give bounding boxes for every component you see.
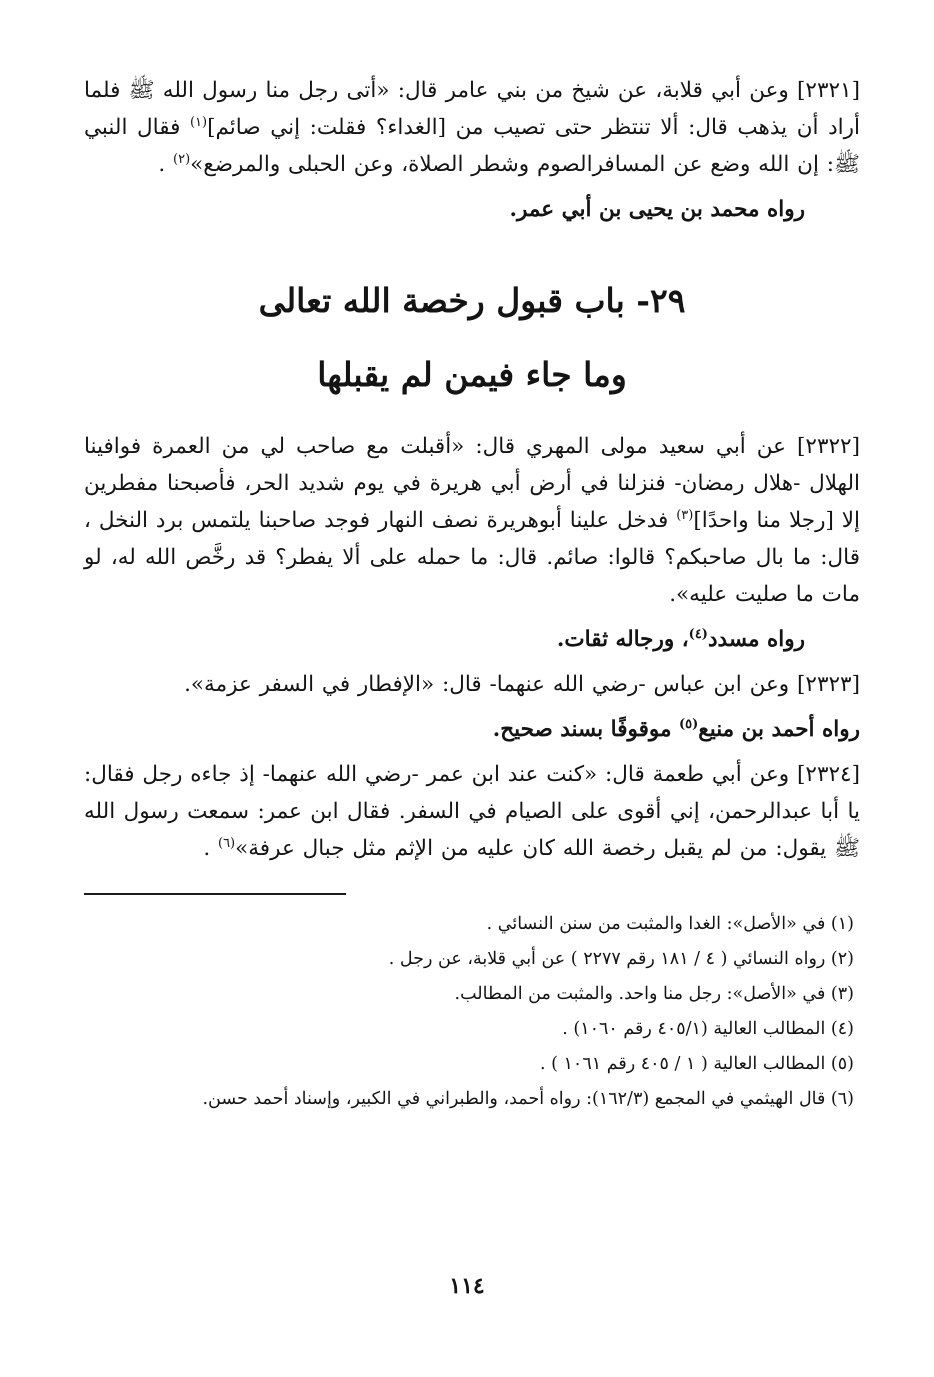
footnote-ref-4[interactable]: (٤) xyxy=(688,626,708,642)
footnote-ref-5[interactable]: (٥) xyxy=(678,716,699,732)
footnote-3: (٣) في «الأصل»: رجل منا واحد. والمثبت من المطالب. xyxy=(454,984,854,1004)
hadith-text-end: . xyxy=(203,836,218,861)
narration-2322 xyxy=(84,621,860,658)
narration-2323 xyxy=(84,711,860,748)
footnote-ref-2[interactable]: (٢) xyxy=(173,151,191,167)
narration-text-cont: موقوفًا بسند صحيح. xyxy=(492,717,679,742)
narration-2321: رواه محمد بن يحيى بن أبي عمر. xyxy=(509,197,805,222)
hadith-text: [٢٣٢٣] وعن ابن عباس -رضي الله عنهما- قال: «الإفطار في السفر عزمة». xyxy=(184,672,860,697)
footnote-4: (٤) المطالب العالية (٤٠٥/١ رقم ١٠٦٠) . xyxy=(562,1019,854,1039)
hadith-text: [٢٣٢٢] عن أبي سعيد مولى المهري قال: «أقبلت مع صاحب لي من العمرة فوافينا الهلال -هلال رمضان- فنزلنا في أرض أبي هريرة في يوم شديد الحر، فأصبحنا مفطرين إلا [رجلا منا واحدًا] xyxy=(84,434,861,533)
footnote-6: (٦) قال الهيثمي في المجمع (١٦٢/٣): رواه أحمد، والطبراني في الكبير، وإسناد أحمد حسن. xyxy=(202,1089,854,1109)
footnote-ref-3[interactable]: (٣) xyxy=(676,507,694,523)
narration-text: رواه أحمد بن منيع xyxy=(698,717,860,742)
footnote-2: (٢) رواه النسائي ( ٤ / ١٨١ رقم ٢٢٧٧ ) عن أبي قلابة، عن رجل . xyxy=(388,949,854,969)
narration-text: رواه مسدد xyxy=(707,627,805,652)
hadith-text: [٢٣٢١] وعن أبي قلابة، عن شيخ من بني عامر قال: «أتى رجل منا رسول الله ﷺ فلما أراد أن يذهب قال: ألا تنتظر حتى تصيب من [الغداء؟ فقلت: إني صائم] xyxy=(84,78,860,140)
hadith-text: [٢٣٢٤] وعن أبي طعمة قال: «كنت عند ابن عمر -رضي الله عنهما- إذ جاءه رجل فقال: يا أبا عبدالرحمن، إني أقوى على الصيام في السفر. فقال ابن عمر: سمعت رسول الله ﷺ يقول: من لم يقبل رخصة الله كان عليه من الإثم مثل جبال عرفة» xyxy=(84,762,860,861)
page-number: ١١٤ xyxy=(449,1273,485,1299)
chapter-title-line-2: وما جاء فيمن لم يقبلها xyxy=(317,355,627,394)
hadith-2324 xyxy=(84,756,860,867)
page-body xyxy=(84,72,860,1117)
hadith-2322 xyxy=(84,428,860,613)
hadith-text-end: . xyxy=(158,152,174,177)
hadith-text-cont: فقال النبي ﷺ: إن الله وضع عن المسافرالصوم وشطر الصلاة، وعن الحبلى والمرضع» xyxy=(84,115,860,177)
narration-text-cont: ، ورجاله ثقات. xyxy=(556,627,689,652)
chapter-heading xyxy=(84,274,860,402)
chapter-title-line-1: ٢٩- باب قبول رخصة الله تعالى xyxy=(258,281,686,320)
footnote-5: (٥) المطالب العالية ( ١ / ٤٠٥ رقم ١٠٦١ ) . xyxy=(540,1054,854,1074)
footnote-1: (١) في «الأصل»: الغدا والمثبت من سنن النسائي . xyxy=(486,914,854,934)
footnotes xyxy=(84,907,860,1117)
footnote-ref-1[interactable]: (١) xyxy=(189,114,208,130)
hadith-2323 xyxy=(84,666,860,703)
hadith-2321 xyxy=(84,72,860,183)
footnote-divider xyxy=(84,893,346,895)
hadith-text-cont: فدخل علينا أبوهريرة نصف النهار فوجد صاحبنا يلتمس برد النخل ، قال: ما بال صاحبكم؟ قالوا: صائم. قال: ما حمله على ألا يفطر؟ قد رخَّص الله له، لو مات ما صليت عليه». xyxy=(84,508,860,607)
footnote-ref-6[interactable]: (٦) xyxy=(217,835,236,851)
